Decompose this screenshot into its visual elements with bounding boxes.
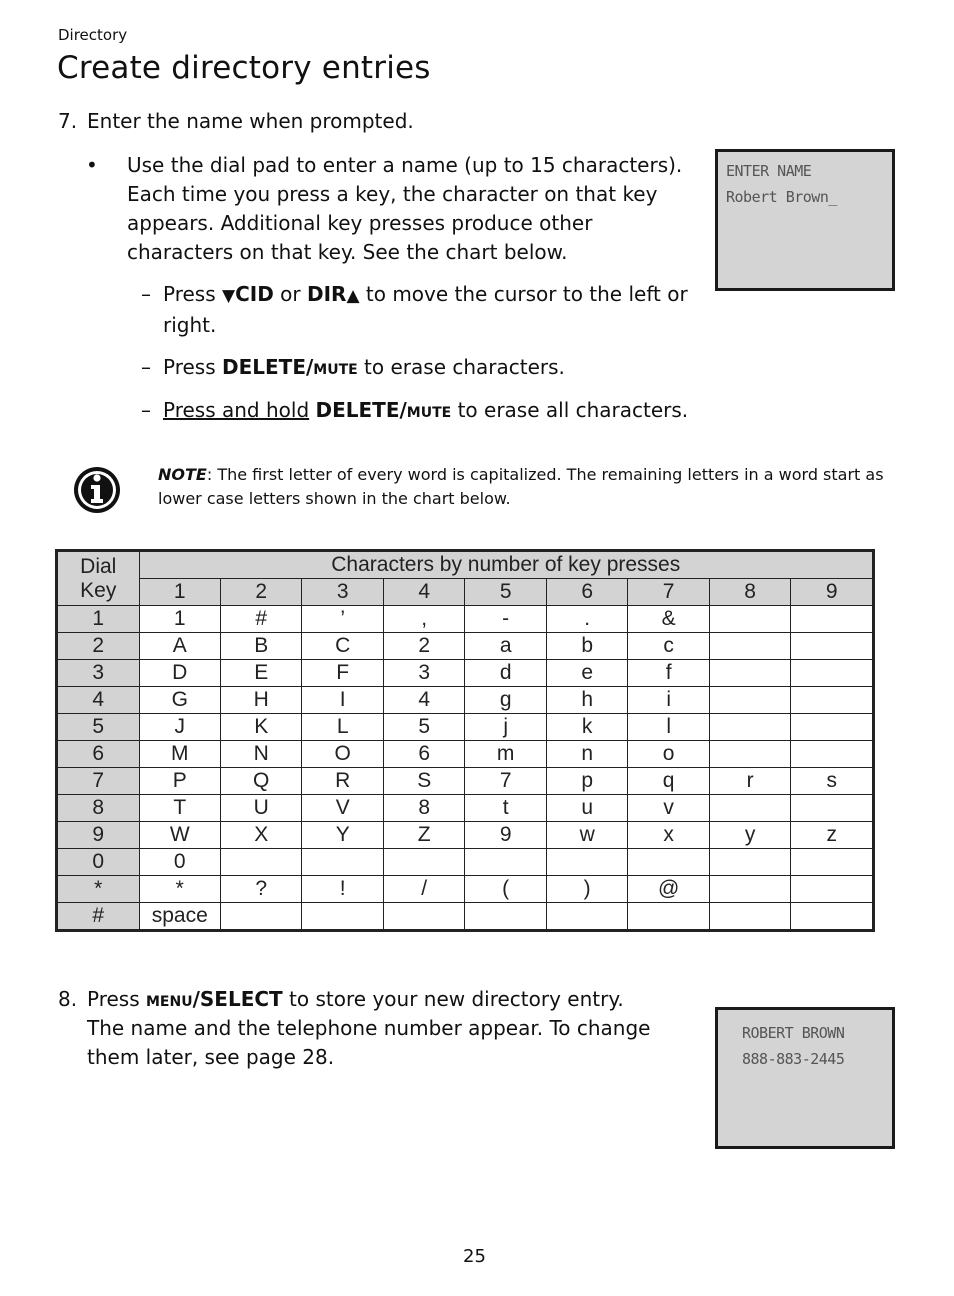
down-arrow-icon: ▼	[222, 286, 236, 306]
page-title: Create directory entries	[57, 50, 431, 86]
press-number-cell: 3	[302, 579, 383, 606]
text: Press	[163, 282, 222, 306]
character-cell: l	[628, 714, 709, 741]
character-cell: (	[465, 876, 546, 903]
character-cell: C	[302, 633, 383, 660]
table-row	[57, 822, 874, 849]
table-row	[57, 633, 874, 660]
press-number-cell: 4	[383, 579, 464, 606]
character-cell: t	[465, 795, 546, 822]
table-row	[57, 795, 874, 822]
character-cell: m	[465, 741, 546, 768]
character-cell: G	[139, 687, 220, 714]
character-cell: O	[302, 741, 383, 768]
dial-key-cell: 3	[57, 660, 140, 687]
character-cell	[220, 849, 301, 876]
step-7	[58, 107, 414, 136]
character-cell: f	[628, 660, 709, 687]
dir-key: DIR	[307, 282, 347, 306]
dial-key-header	[57, 551, 140, 606]
section-label: Directory	[58, 26, 128, 44]
character-cell	[383, 849, 464, 876]
character-cell: y	[709, 822, 790, 849]
dial-key-cell: 0	[57, 849, 140, 876]
character-cell: !	[302, 876, 383, 903]
character-cell: ?	[220, 876, 301, 903]
text: or	[273, 282, 307, 306]
character-cell: e	[546, 660, 627, 687]
press-number-cell: 2	[220, 579, 301, 606]
note-label: NOTE	[158, 465, 207, 484]
note-text	[158, 463, 888, 511]
character-cell: 8	[383, 795, 464, 822]
character-cell	[709, 687, 790, 714]
character-cell: r	[709, 768, 790, 795]
lcd-line: 888-883-2445	[742, 1050, 845, 1068]
character-cell: Y	[302, 822, 383, 849]
character-cell: B	[220, 633, 301, 660]
character-cell	[791, 687, 874, 714]
character-cell: u	[546, 795, 627, 822]
character-cell: ’	[302, 606, 383, 633]
character-cell: o	[628, 741, 709, 768]
character-cell	[302, 849, 383, 876]
lcd-screen-entry	[715, 1007, 895, 1149]
table-row	[57, 606, 874, 633]
table-row	[57, 768, 874, 795]
delete-key: DELETE/	[222, 355, 314, 379]
menu-key: menu	[146, 987, 193, 1011]
table-row	[57, 687, 874, 714]
character-cell	[709, 606, 790, 633]
character-cell: .	[546, 606, 627, 633]
character-cell: n	[546, 741, 627, 768]
character-cell: 2	[383, 633, 464, 660]
character-cell	[791, 795, 874, 822]
character-cell: x	[628, 822, 709, 849]
character-cell	[220, 903, 301, 931]
dial-key-cell: #	[57, 903, 140, 931]
character-cell: 6	[383, 741, 464, 768]
character-cell: 3	[383, 660, 464, 687]
character-cell: V	[302, 795, 383, 822]
step-8	[58, 985, 708, 1014]
dial-key-cell: 4	[57, 687, 140, 714]
character-cell: v	[628, 795, 709, 822]
text: to move the cursor to the left or right.	[163, 282, 688, 337]
table-row	[57, 903, 874, 931]
character-cell	[791, 606, 874, 633]
dial-key-cell: *	[57, 876, 140, 903]
lcd-line: ENTER NAME	[726, 162, 812, 180]
character-cell: i	[628, 687, 709, 714]
character-cell: #	[220, 606, 301, 633]
press-number-cell: 1	[139, 579, 220, 606]
character-cell: /	[383, 876, 464, 903]
select-key: /SELECT	[192, 987, 283, 1011]
character-cell	[465, 849, 546, 876]
step-number: 7.	[58, 109, 78, 133]
character-cell: 9	[465, 822, 546, 849]
character-chart	[55, 549, 875, 932]
character-cell: Q	[220, 768, 301, 795]
character-cell: h	[546, 687, 627, 714]
character-cell	[709, 660, 790, 687]
character-cell: s	[791, 768, 874, 795]
character-cell: K	[220, 714, 301, 741]
mute-key: mute	[406, 398, 452, 422]
step-number: 8.	[58, 987, 78, 1011]
table-row	[57, 660, 874, 687]
dial-key-cell: 5	[57, 714, 140, 741]
header-line: Dial	[80, 554, 117, 578]
text: to store your new directory entry.	[282, 987, 624, 1011]
instruction-erase	[163, 353, 708, 382]
character-cell: )	[546, 876, 627, 903]
table-row	[57, 741, 874, 768]
text: Press	[87, 987, 146, 1011]
character-cell	[709, 876, 790, 903]
character-cell	[791, 741, 874, 768]
dial-key-cell: 1	[57, 606, 140, 633]
press-number-cell: 5	[465, 579, 546, 606]
character-cell	[791, 714, 874, 741]
dial-key-cell: 6	[57, 741, 140, 768]
character-cell: @	[628, 876, 709, 903]
table-row	[57, 849, 874, 876]
character-cell: T	[139, 795, 220, 822]
character-cell: F	[302, 660, 383, 687]
text: to erase all characters.	[451, 398, 689, 422]
up-arrow-icon: ▲	[346, 286, 360, 306]
character-cell: 5	[383, 714, 464, 741]
bullet-marker: •	[86, 153, 98, 177]
text: to erase characters.	[357, 355, 565, 379]
dash-marker: –	[141, 355, 151, 379]
character-cell	[546, 903, 627, 931]
delete-key: DELETE/	[315, 398, 407, 422]
character-cell: 7	[465, 768, 546, 795]
character-cell: N	[220, 741, 301, 768]
character-cell	[546, 849, 627, 876]
dash-marker: –	[141, 398, 151, 422]
presses-header: Characters by number of key presses	[139, 551, 874, 579]
press-number-cell: 8	[709, 579, 790, 606]
page-number: 25	[463, 1246, 486, 1267]
character-cell: X	[220, 822, 301, 849]
character-cell: E	[220, 660, 301, 687]
character-cell: -	[465, 606, 546, 633]
character-cell: D	[139, 660, 220, 687]
character-cell: space	[139, 903, 220, 931]
character-cell	[465, 903, 546, 931]
mute-key: mute	[313, 355, 358, 379]
character-cell: j	[465, 714, 546, 741]
character-cell	[709, 795, 790, 822]
character-cell	[302, 903, 383, 931]
press-number-row	[57, 579, 874, 606]
press-number-cell: 9	[791, 579, 874, 606]
character-cell: *	[139, 876, 220, 903]
character-cell: &	[628, 606, 709, 633]
step-text: Enter the name when prompted.	[87, 109, 414, 133]
character-cell: q	[628, 768, 709, 795]
character-cell	[709, 714, 790, 741]
instruction-erase-all	[163, 396, 783, 425]
step-8-continuation: The name and the telephone number appear. To change them later, see page 28.	[87, 1016, 651, 1069]
character-cell: R	[302, 768, 383, 795]
character-cell	[791, 660, 874, 687]
character-cell	[791, 903, 874, 931]
chart-body	[57, 606, 874, 931]
character-cell: c	[628, 633, 709, 660]
dial-key-cell: 9	[57, 822, 140, 849]
character-cell	[709, 633, 790, 660]
character-cell	[709, 741, 790, 768]
character-cell: J	[139, 714, 220, 741]
table-row	[57, 714, 874, 741]
character-cell	[628, 903, 709, 931]
character-cell: g	[465, 687, 546, 714]
character-cell: A	[139, 633, 220, 660]
dial-key-cell: 2	[57, 633, 140, 660]
character-cell: U	[220, 795, 301, 822]
character-cell: H	[220, 687, 301, 714]
text: Press	[163, 355, 222, 379]
dial-key-cell: 8	[57, 795, 140, 822]
character-cell	[709, 903, 790, 931]
cid-key: CID	[235, 282, 274, 306]
table-row	[57, 876, 874, 903]
header-line: Key	[80, 578, 117, 602]
character-cell: p	[546, 768, 627, 795]
character-cell	[383, 903, 464, 931]
character-cell: z	[791, 822, 874, 849]
character-cell	[709, 849, 790, 876]
character-cell: M	[139, 741, 220, 768]
character-cell: k	[546, 714, 627, 741]
character-cell: 0	[139, 849, 220, 876]
character-cell: 1	[139, 606, 220, 633]
character-cell: w	[546, 822, 627, 849]
character-cell	[791, 633, 874, 660]
press-number-cell: 7	[628, 579, 709, 606]
lcd-line: Robert Brown_	[726, 188, 837, 206]
character-cell: a	[465, 633, 546, 660]
lcd-screen-enter-name	[715, 149, 895, 291]
character-cell: W	[139, 822, 220, 849]
underlined-text: Press and hold	[163, 398, 310, 422]
character-cell: L	[302, 714, 383, 741]
character-cell	[628, 849, 709, 876]
character-cell	[791, 876, 874, 903]
character-cell: b	[546, 633, 627, 660]
character-cell: 4	[383, 687, 464, 714]
bullet-text: Use the dial pad to enter a name (up to 15 characters). Each time you press a key, the character on that key appears. Additional key presses produce other characters on that key. See the chart below.	[127, 153, 683, 264]
instruction-cursor	[163, 280, 708, 340]
note-body: : The first letter of every word is capitalized. The remaining letters in a word start as lower case letters shown in the chart below.	[158, 465, 884, 508]
dial-key-cell: 7	[57, 768, 140, 795]
press-number-cell: 6	[546, 579, 627, 606]
character-cell: ,	[383, 606, 464, 633]
character-cell: P	[139, 768, 220, 795]
character-cell: S	[383, 768, 464, 795]
character-cell: d	[465, 660, 546, 687]
info-icon	[72, 465, 122, 515]
character-cell: Z	[383, 822, 464, 849]
dash-marker: –	[141, 282, 151, 306]
character-cell	[791, 849, 874, 876]
lcd-line: ROBERT BROWN	[742, 1024, 845, 1042]
character-cell: I	[302, 687, 383, 714]
